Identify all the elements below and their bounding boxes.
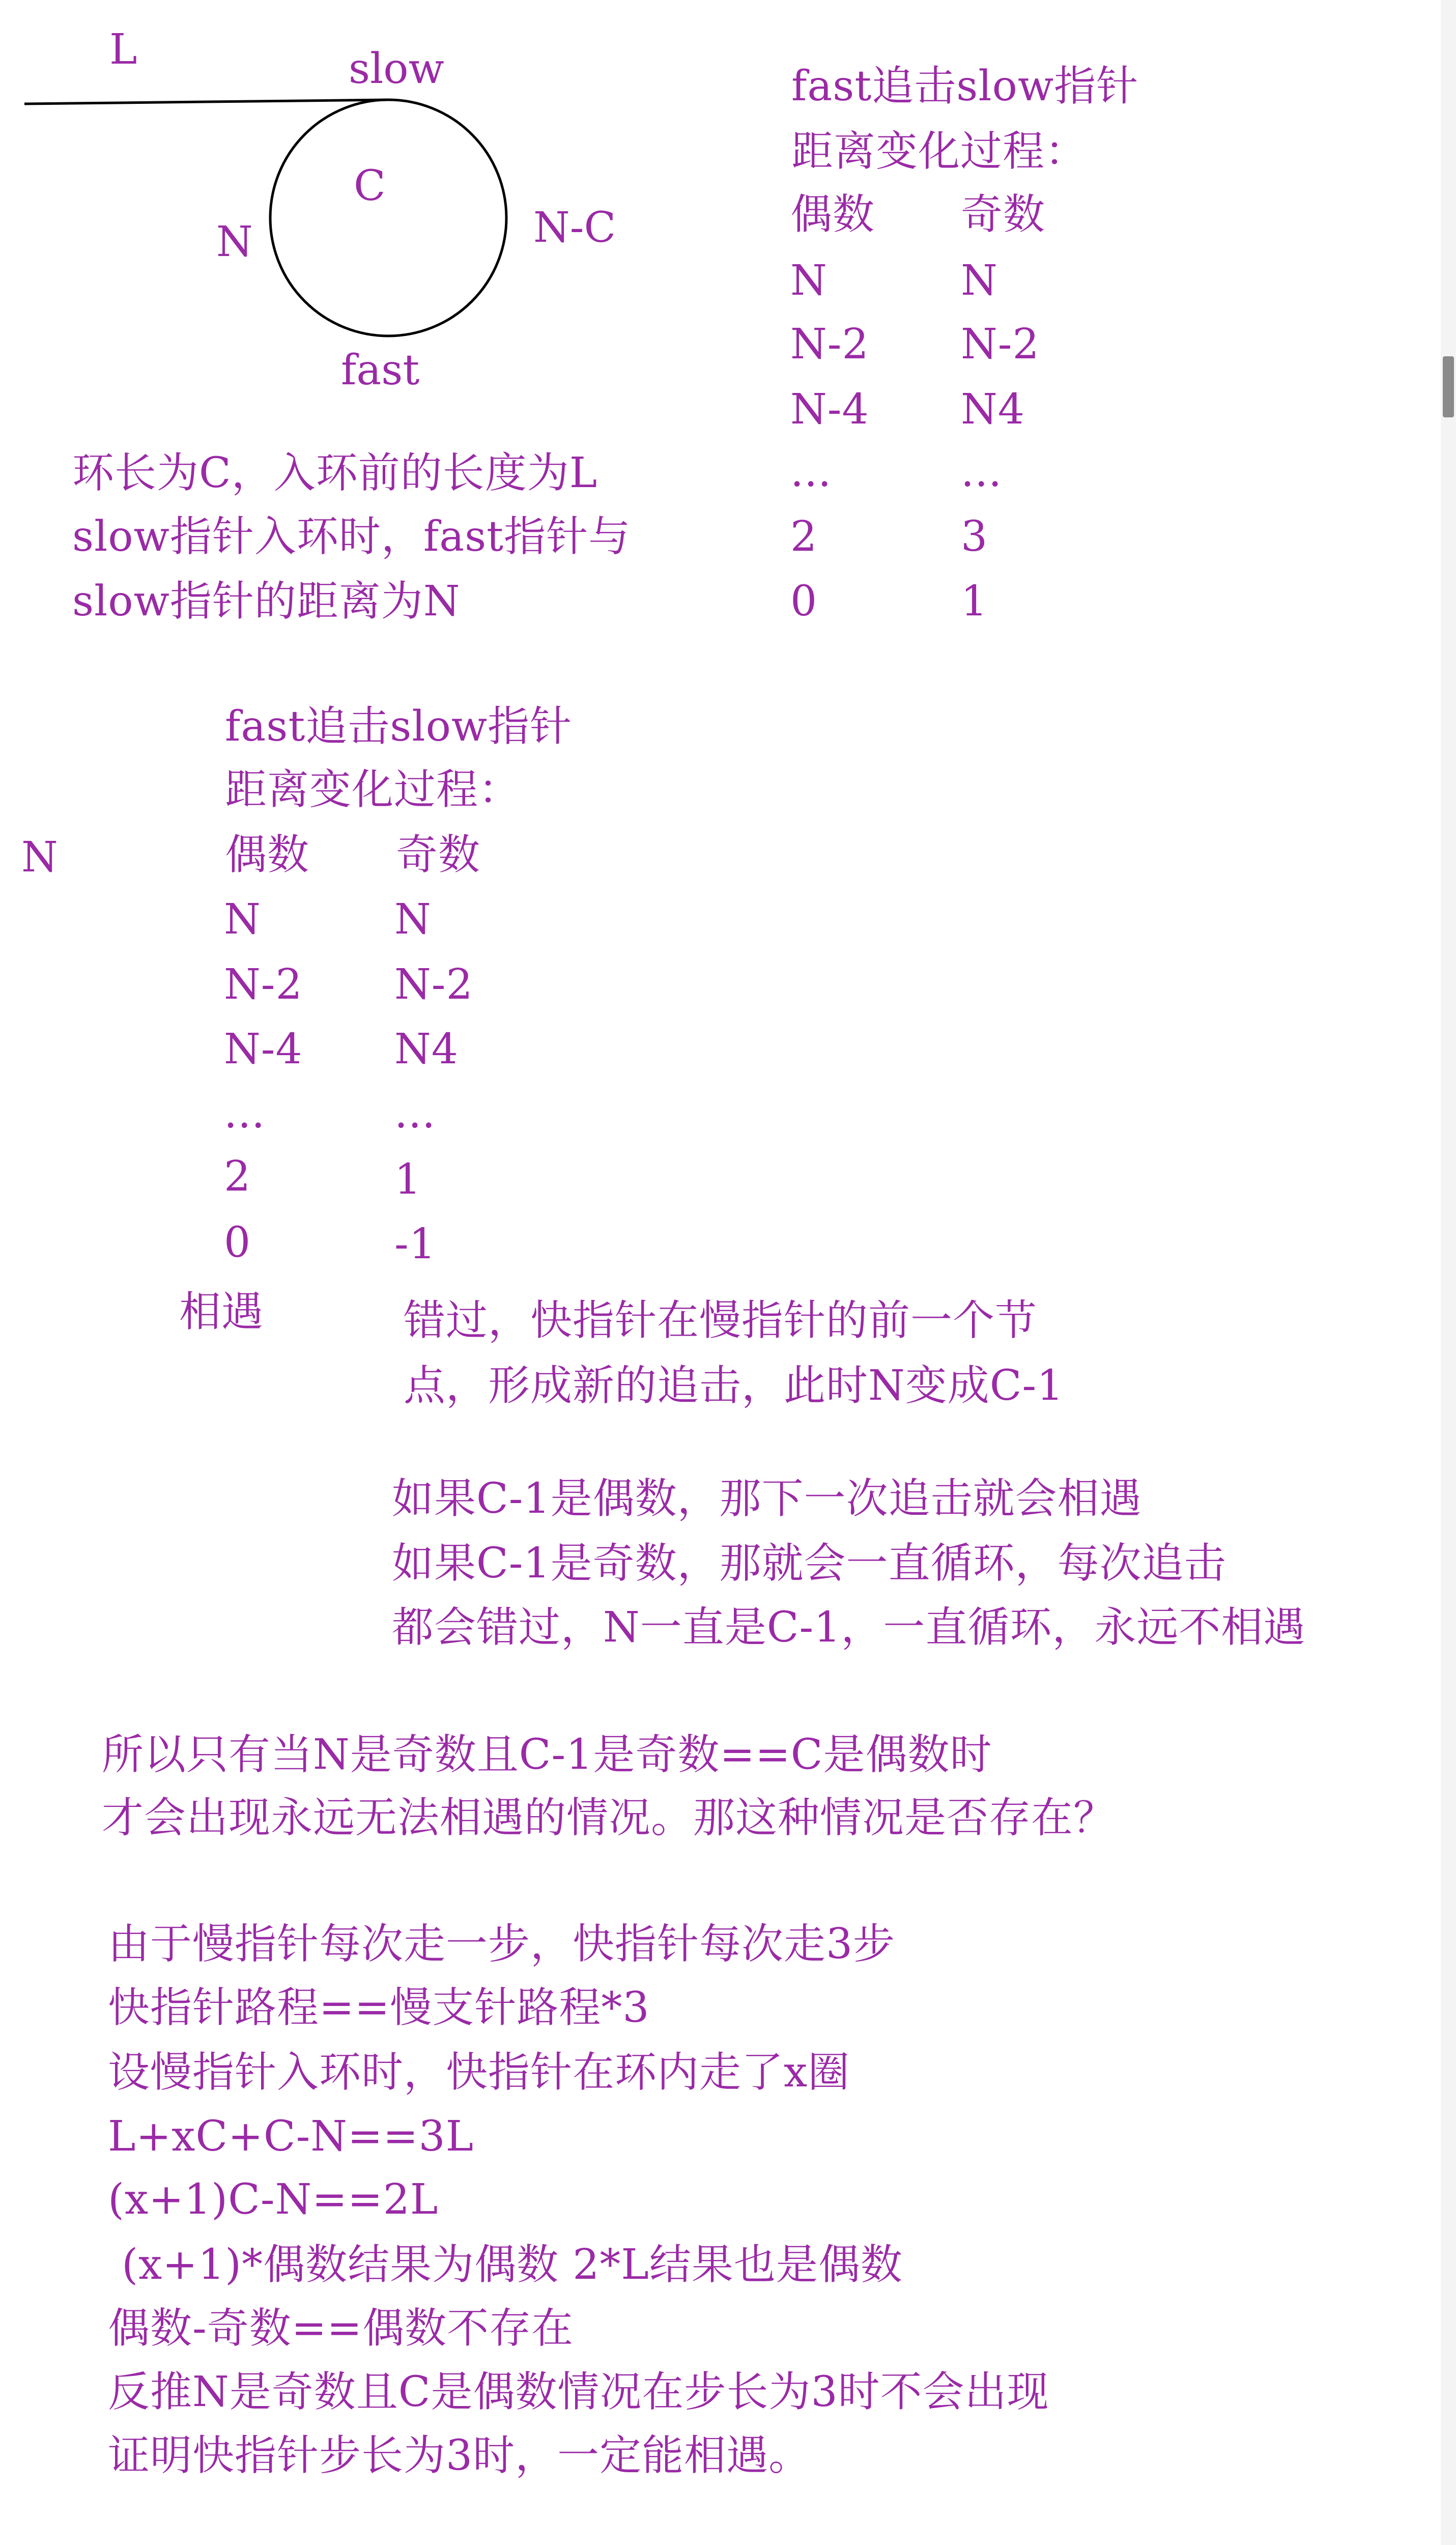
table2-even-cell: 0 bbox=[224, 1219, 251, 1267]
conclusion-line: 才会出现永远无法相遇的情况。那这种情况是否存在？ bbox=[102, 1794, 1116, 1842]
label-cycle-length: C bbox=[354, 162, 386, 210]
table1-even-cell: N-2 bbox=[790, 320, 869, 369]
table2-miss-line: 点，形成新的追击，此时N变成C-1 bbox=[404, 1362, 1064, 1410]
table2-odd-cell: 1 bbox=[394, 1155, 422, 1204]
table2-even-cell: 2 bbox=[224, 1152, 251, 1201]
table2-odd-cell: ... bbox=[394, 1089, 436, 1138]
table1-odd-cell: N4 bbox=[961, 385, 1025, 434]
table1-even-cell: N bbox=[790, 257, 827, 305]
table2-side-label: N bbox=[21, 833, 59, 882]
table1-even-cell: N-4 bbox=[790, 385, 869, 434]
vertical-scrollbar[interactable] bbox=[1441, 0, 1456, 2545]
table2-even-cell: ... bbox=[224, 1089, 266, 1138]
case-line: 都会错过，N一直是C-1，一直循环，永远不相遇 bbox=[392, 1603, 1306, 1652]
proof-line: (x+1)C-N==2L bbox=[108, 2175, 439, 2224]
conclusion-line: 所以只有当N是奇数且C-1是奇数==C是偶数时 bbox=[102, 1731, 992, 1779]
case-line: 如果C-1是偶数，那下一次追击就会相遇 bbox=[392, 1475, 1142, 1523]
cycle-diagram bbox=[0, 0, 662, 397]
proof-line: 快指针路程==慢支针路程*3 bbox=[108, 1984, 650, 2032]
table2-even-cell: N-2 bbox=[224, 960, 303, 1009]
scrollbar-thumb[interactable] bbox=[1443, 356, 1454, 417]
table1-subtitle: 距离变化过程： bbox=[791, 127, 1088, 176]
proof-line: L+xC+C-N==3L bbox=[108, 2112, 474, 2161]
table2-odd-cell: N-2 bbox=[394, 960, 473, 1009]
table1-odd-cell: 3 bbox=[961, 513, 988, 561]
label-entry-length: L bbox=[109, 25, 137, 74]
table1-odd-cell: 1 bbox=[961, 577, 988, 626]
table1-even-cell: 2 bbox=[790, 513, 818, 561]
case-line: 如果C-1是奇数，那就会一直循环，每次追击 bbox=[392, 1539, 1226, 1588]
proof-line: 由于慢指针每次走一步，快指针每次走3步 bbox=[108, 1920, 896, 1968]
intro-line: slow指针入环时，fast指针与 bbox=[72, 513, 631, 561]
label-slow-pointer: slow bbox=[349, 45, 444, 93]
proof-line: 反推N是奇数且C是偶数情况在步长为3时不会出现 bbox=[108, 2368, 1049, 2416]
cycle-circle bbox=[270, 100, 506, 336]
entry-path-line bbox=[24, 100, 389, 104]
table2-title: fast追击slow指针 bbox=[225, 702, 573, 751]
table2-meet-label: 相遇 bbox=[179, 1288, 264, 1336]
table1-odd-cell: ... bbox=[961, 448, 1003, 496]
table1-odd-cell: N-2 bbox=[961, 320, 1040, 369]
table1-even-cell: 0 bbox=[790, 577, 818, 626]
table2-odd-cell: N4 bbox=[394, 1025, 459, 1073]
table1-head-even: 偶数 bbox=[790, 190, 875, 239]
table2-odd-cell: -1 bbox=[394, 1220, 436, 1268]
table1-even-cell: ... bbox=[790, 448, 832, 496]
intro-line: slow指针的距离为N bbox=[72, 577, 461, 626]
table2-even-cell: N bbox=[224, 895, 261, 944]
label-distance-n: N bbox=[216, 218, 253, 266]
label-distance-n-minus-c: N-C bbox=[533, 204, 616, 252]
table2-subtitle: 距离变化过程： bbox=[225, 766, 521, 814]
proof-line: 设慢指针入环时，快指针在环内走了x圈 bbox=[108, 2048, 850, 2097]
table1-odd-cell: N bbox=[961, 257, 998, 305]
label-fast-pointer: fast bbox=[341, 346, 420, 394]
proof-line: (x+1)*偶数结果为偶数 2*L结果也是偶数 bbox=[108, 2241, 903, 2289]
intro-line: 环长为C，入环前的长度为L bbox=[72, 449, 598, 497]
proof-line: 偶数-奇数==偶数不存在 bbox=[108, 2304, 574, 2353]
table2-miss-line: 错过，快指针在慢指针的前一个节 bbox=[404, 1296, 1038, 1345]
proof-line: 证明快指针步长为3时，一定能相遇。 bbox=[108, 2431, 811, 2480]
table2-head-odd: 奇数 bbox=[396, 831, 481, 879]
table2-odd-cell: N bbox=[394, 895, 432, 944]
table1-title: fast追击slow指针 bbox=[791, 62, 1139, 110]
table1-head-odd: 奇数 bbox=[961, 190, 1046, 239]
table2-even-cell: N-4 bbox=[224, 1025, 303, 1073]
table2-head-even: 偶数 bbox=[225, 831, 310, 879]
